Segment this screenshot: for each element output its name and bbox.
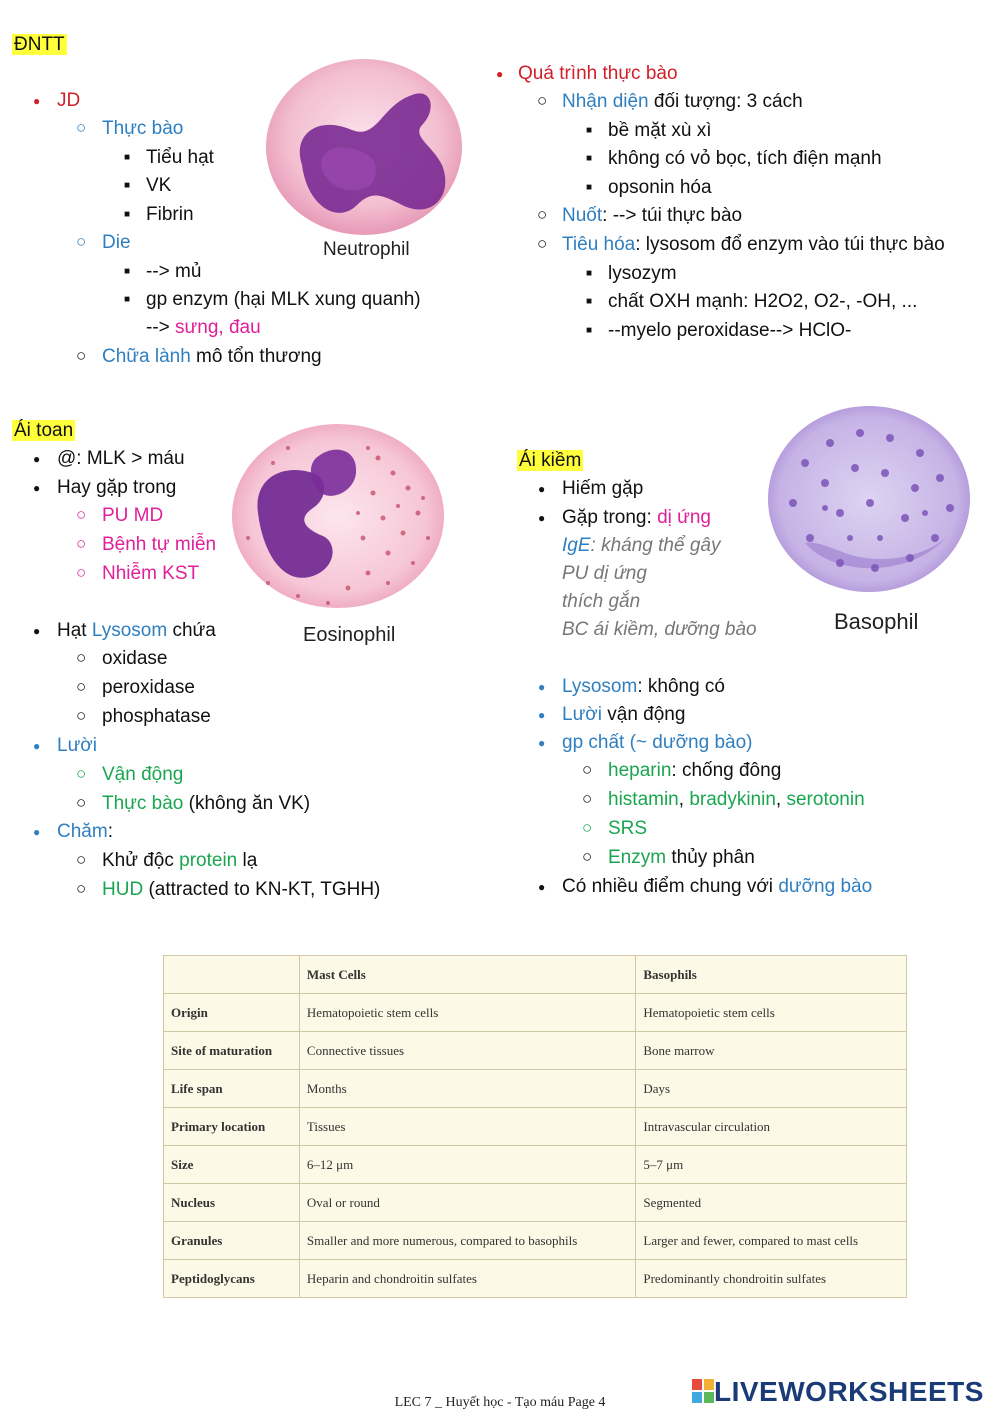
qua-trinh-title: Quá trình thực bào xyxy=(518,63,678,84)
table-cell: Intravascular circulation xyxy=(636,1108,907,1146)
nuot-item: Nuốt: --> túi thực bào xyxy=(562,205,743,226)
bullet: ■ xyxy=(586,268,593,279)
list-item: gp enzym (hại MLK xung quanh) xyxy=(146,289,421,310)
bullet: ■ xyxy=(124,209,131,220)
table-row xyxy=(164,994,907,1032)
table-row xyxy=(164,1184,907,1222)
list-item: Tiểu hạt xyxy=(146,147,214,168)
bullet: ● xyxy=(538,511,546,525)
table-cell: Segmented xyxy=(636,1184,907,1222)
bullet: ○ xyxy=(76,677,87,696)
bullet: ○ xyxy=(76,505,87,524)
list-item: Bệnh tự miễn xyxy=(102,534,217,555)
bullet: ○ xyxy=(76,793,87,812)
table-cell: Predominantly chondroitin sulfates xyxy=(636,1260,907,1298)
table-header-cell xyxy=(164,956,300,994)
gap-trong-item: Gặp trong: dị ứng xyxy=(562,507,711,528)
luoi-item: Lười vận động xyxy=(562,704,686,725)
table-row xyxy=(164,1070,907,1108)
basophil-image xyxy=(765,403,977,603)
note-line: PU dị ứng xyxy=(562,563,647,584)
logo-mark-icon xyxy=(692,1379,714,1403)
khu-doc-item: Khử độc protein lạ xyxy=(102,850,258,871)
list-item: Fibrin xyxy=(146,204,194,225)
list-item: Hiếm gặp xyxy=(562,478,644,499)
table-cell: Hematopoietic stem cells xyxy=(299,994,635,1032)
tieu-hoa-item: Tiêu hóa: lysosom đổ enzym vào túi thực bào xyxy=(562,234,945,255)
lysosom-item: Lysosom: không có xyxy=(562,676,725,697)
list-item: Nhiễm KST xyxy=(102,563,200,584)
list-item: peroxidase xyxy=(102,677,195,698)
bullet: ○ xyxy=(76,563,87,582)
eosinophil-caption: Eosinophil xyxy=(303,624,396,646)
bullet: ■ xyxy=(586,153,593,164)
bullet: ■ xyxy=(124,152,131,163)
table-cell: Origin xyxy=(164,994,300,1032)
table-row xyxy=(164,1260,907,1298)
list-item: không có vỏ bọc, tích điện mạnh xyxy=(608,148,882,169)
thuc-bao-item: Thực bào (không ăn VK) xyxy=(102,793,311,814)
histamin-item: histamin, bradykinin, serotonin xyxy=(608,789,865,810)
liveworksheets-logo xyxy=(692,1376,984,1408)
bullet: ■ xyxy=(586,296,593,307)
table-cell: Life span xyxy=(164,1070,300,1108)
table-cell: Primary location xyxy=(164,1108,300,1146)
hud-item: HUD (attracted to KN-KT, TGHH) xyxy=(102,879,381,900)
table-cell: Peptidoglycans xyxy=(164,1260,300,1298)
bullet: ● xyxy=(33,825,41,839)
table-cell: 5–7 μm xyxy=(636,1146,907,1184)
bullet: ○ xyxy=(537,205,548,224)
table-row xyxy=(164,1032,907,1070)
bullet: ● xyxy=(538,680,546,694)
bullet: ○ xyxy=(76,706,87,725)
table-header-cell: Basophils xyxy=(636,956,907,994)
bullet: ■ xyxy=(586,182,593,193)
heparin-item: heparin: chống đông xyxy=(608,760,782,781)
mast-basophil-comparison-table xyxy=(163,955,907,1298)
list-item: opsonin hóa xyxy=(608,177,712,198)
bullet: ○ xyxy=(582,789,593,808)
bullet: ● xyxy=(33,452,41,466)
basophil-caption: Basophil xyxy=(834,609,919,634)
table-row xyxy=(164,1146,907,1184)
bullet: ○ xyxy=(76,232,87,251)
table-header-row xyxy=(164,956,907,994)
thuc-bao-label: Thực bào xyxy=(102,118,184,139)
table-cell: Months xyxy=(299,1070,635,1108)
die-label: Die xyxy=(102,232,131,253)
table-cell: Nucleus xyxy=(164,1184,300,1222)
bullet: ■ xyxy=(124,266,131,277)
bullet: ○ xyxy=(76,764,87,783)
table-cell: Smaller and more numerous, compared to basophils xyxy=(299,1222,635,1260)
bullet: ● xyxy=(33,739,41,753)
list-item: Vận động xyxy=(102,764,184,785)
table-cell: Connective tissues xyxy=(299,1032,635,1070)
list-item: --myelo peroxidase--> HClO- xyxy=(608,320,852,341)
bullet: ○ xyxy=(76,346,87,365)
table-cell: Oval or round xyxy=(299,1184,635,1222)
table-cell: Size xyxy=(164,1146,300,1184)
list-item: SRS xyxy=(608,818,648,839)
table-row xyxy=(164,1108,907,1146)
table-cell: 6–12 μm xyxy=(299,1146,635,1184)
cham-label: Chăm: xyxy=(57,821,113,842)
bullet: ● xyxy=(538,736,546,750)
bullet: ■ xyxy=(124,294,131,305)
table-cell: Site of maturation xyxy=(164,1032,300,1070)
table-cell: Heparin and chondroitin sulfates xyxy=(299,1260,635,1298)
list-item: lysozym xyxy=(608,263,677,284)
page-footer: LEC 7 _ Huyết học - Tạo máu Page 4 xyxy=(394,1395,606,1410)
bullet: ● xyxy=(496,67,504,81)
bullet: ○ xyxy=(582,847,593,866)
table-cell: Granules xyxy=(164,1222,300,1260)
list-item: PU MD xyxy=(102,505,164,526)
section-heading-ai-kiem: Ái kiềm xyxy=(519,450,582,471)
note-line: BC ái kiềm, dưỡng bào xyxy=(562,619,757,640)
list-item: chất OXH mạnh: H2O2, O2-, -OH, ... xyxy=(608,291,918,312)
list-item: oxidase xyxy=(102,648,168,669)
bullet: ○ xyxy=(537,91,548,110)
bullet: ○ xyxy=(582,818,593,837)
neutrophil-image xyxy=(262,55,467,260)
bullet: ○ xyxy=(76,879,87,898)
note-line: thích gắn xyxy=(562,591,641,612)
bullet: ○ xyxy=(537,234,548,253)
bullet: ○ xyxy=(76,850,87,869)
logo-text: LIVEWORKSHEETS xyxy=(714,1376,984,1407)
table-row xyxy=(164,1222,907,1260)
hat-lysosom-item: Hạt Lysosom chứa xyxy=(57,620,216,641)
bullet: ○ xyxy=(76,118,87,137)
jd-label: JD xyxy=(57,90,81,111)
eosinophil-image xyxy=(228,418,448,618)
bullet: ○ xyxy=(76,534,87,553)
bullet: ■ xyxy=(124,180,131,191)
table-cell: Bone marrow xyxy=(636,1032,907,1070)
neutrophil-caption: Neutrophil xyxy=(323,239,410,260)
table-cell: Larger and fewer, compared to mast cells xyxy=(636,1222,907,1260)
bullet: ■ xyxy=(586,325,593,336)
co-nhieu-item: Có nhiều điểm chung với dưỡng bào xyxy=(562,876,873,897)
list-item: Hay gặp trong xyxy=(57,477,177,498)
ige-note: IgE: kháng thể gây xyxy=(562,535,721,556)
bullet: ● xyxy=(33,94,41,108)
list-item: bề mặt xù xì xyxy=(608,120,712,141)
table-cell: Hematopoietic stem cells xyxy=(636,994,907,1032)
list-item-continuation: --> sưng, đau xyxy=(146,317,261,338)
bullet: ○ xyxy=(582,760,593,779)
bullet: ● xyxy=(538,708,546,722)
bullet: ■ xyxy=(586,125,593,136)
nhan-dien-item: Nhận diện đối tượng: 3 cách xyxy=(562,91,803,112)
list-item: VK xyxy=(146,175,172,196)
table-cell: Days xyxy=(636,1070,907,1108)
bullet: ○ xyxy=(76,648,87,667)
bullet: ● xyxy=(33,481,41,495)
luoi-label: Lười xyxy=(57,735,97,756)
list-item: --> mủ xyxy=(146,261,202,282)
chua-lanh-item: Chữa lành mô tổn thương xyxy=(102,346,322,367)
bullet: ● xyxy=(538,482,546,496)
list-item: @: MLK > máu xyxy=(57,448,185,469)
enzym-item: Enzym thủy phân xyxy=(608,847,755,868)
list-item: phosphatase xyxy=(102,706,211,727)
section-heading-ai-toan: Ái toan xyxy=(14,420,74,441)
table-cell: Tissues xyxy=(299,1108,635,1146)
table-header-cell: Mast Cells xyxy=(299,956,635,994)
bullet: ● xyxy=(538,880,546,894)
section-heading-dntt: ĐNTT xyxy=(14,34,65,55)
gp-chat-label: gp chất (~ dưỡng bào) xyxy=(562,732,753,753)
bullet: ● xyxy=(33,624,41,638)
